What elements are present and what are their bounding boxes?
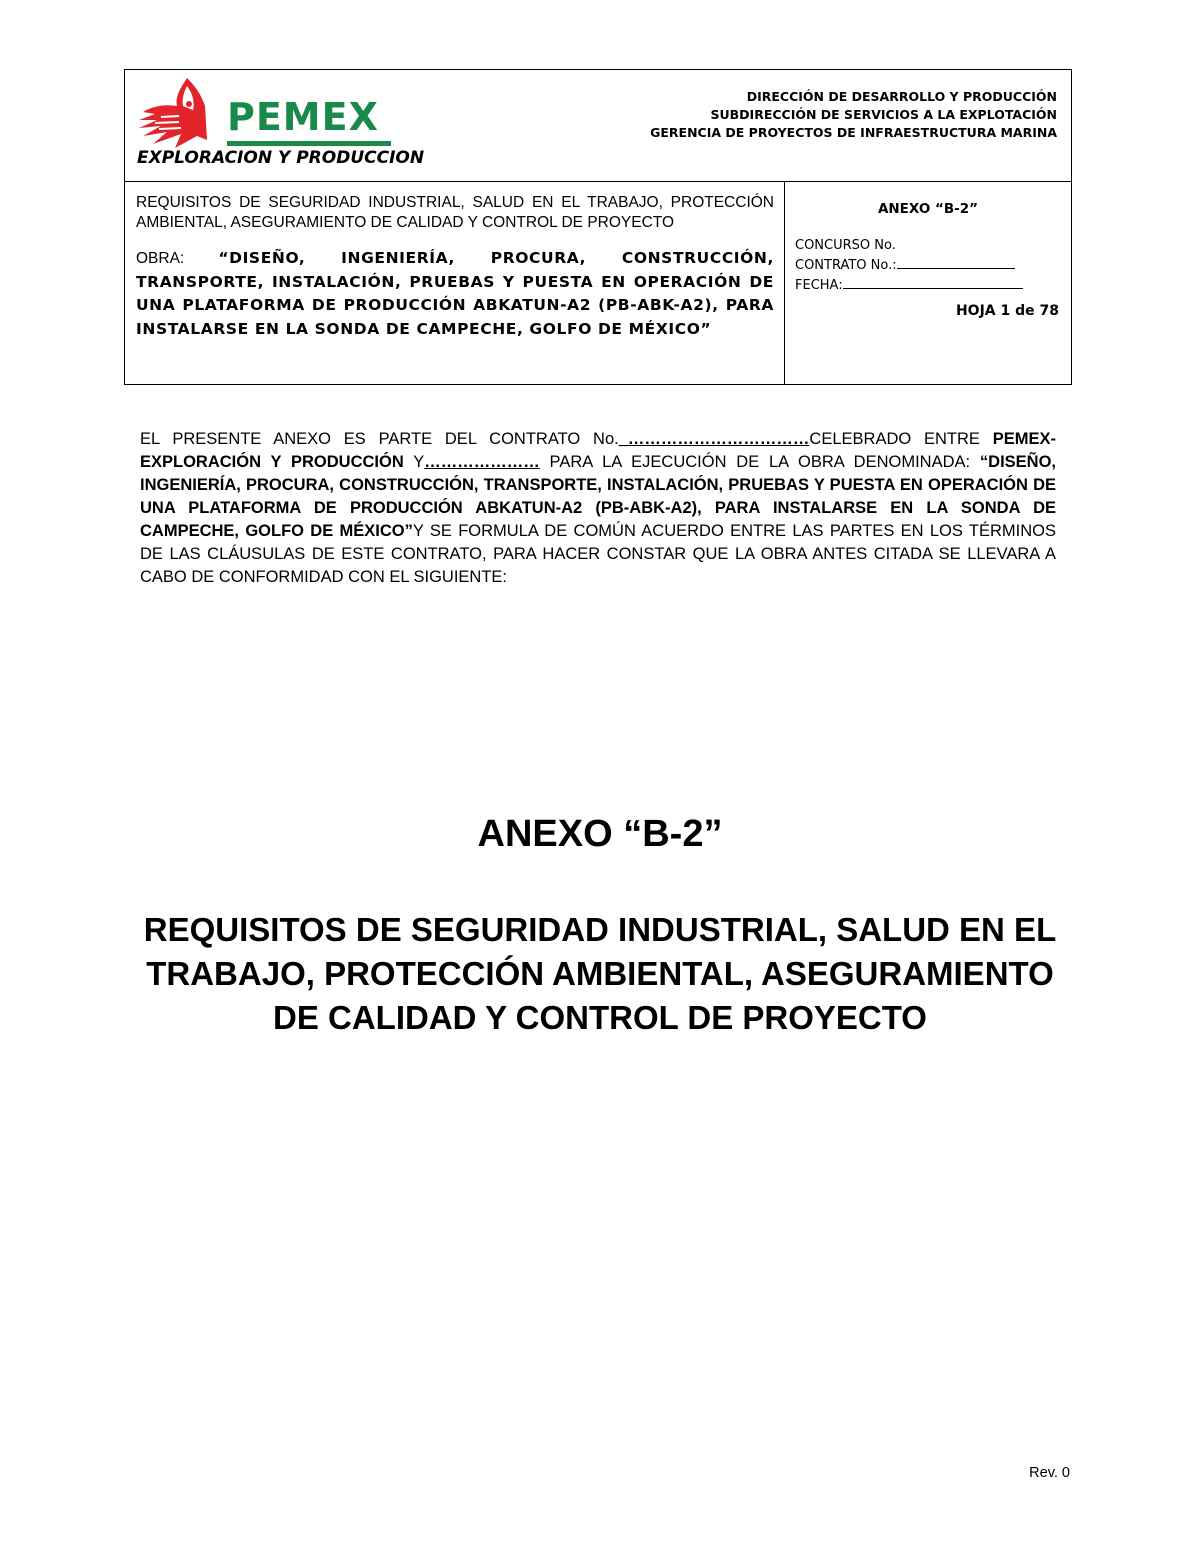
eagle-icon bbox=[135, 76, 225, 151]
header-right-cell bbox=[785, 181, 1071, 384]
obra-text: “DISEÑO, INGENIERÍA, PROCURA, CONSTRUCCIÓN, TRANSPORTE, INSTALACIÓN, PRUEBAS Y PUESTA EN OPERACIÓN DE UNA PLATAFORMA DE PRODUCCIÓN ABKATUN-A2 (PB-ABK-A2), PARA INSTALARSE EN LA SONDA DE CAMPECHE, GOLFO DE MÉXICO” bbox=[136, 249, 774, 338]
concurso-label: CONCURSO No. bbox=[795, 238, 896, 253]
organization-lines bbox=[650, 88, 1057, 142]
fecha-label: FECHA: bbox=[795, 278, 843, 293]
intro-obra-name: “DISEÑO, INGENIERÍA, PROCURA, CONSTRUCCIÓN, TRANSPORTE, INSTALACIÓN, PRUEBAS Y PUESTA EN OPERACIÓN DE UNA PLATAFORMA DE PRODUCCIÓN ABKATUN-A2 (PB-ABK-A2), PARA INSTALARSE EN LA SONDA DE CAMPECHE, GOLFO DE MÉXICO” bbox=[140, 453, 1057, 540]
header-left-cell bbox=[125, 181, 785, 384]
anexo-title: ANEXO “B-2” bbox=[477, 813, 723, 855]
logo-wordmark: PEMEX bbox=[227, 95, 379, 139]
intro-party: PEMEX-EXPLORACIÓN Y PRODUCCIÓN bbox=[140, 430, 1057, 471]
contrato-blank bbox=[897, 255, 1015, 269]
fecha-field bbox=[795, 275, 1023, 295]
fecha-blank bbox=[843, 275, 1023, 289]
revision-label: Rev. 0 bbox=[1029, 1465, 1070, 1481]
org-line: DIRECCIÓN DE DESARROLLO Y PRODUCCIÓN bbox=[746, 89, 1057, 104]
intro-text: Y bbox=[403, 453, 425, 471]
requirements-title: REQUISITOS DE SEGURIDAD INDUSTRIAL, SALUD EN EL TRABAJO, PROTECCIÓN AMBIENTAL, ASEGURAMIENTO DE CALIDAD Y CONTROL DE PROYECTO bbox=[136, 194, 774, 231]
logo-subtitle: EXPLORACION Y PRODUCCION bbox=[137, 148, 425, 168]
obra-label: OBRA: bbox=[136, 250, 219, 267]
obra-description bbox=[136, 247, 774, 341]
contrato-label: CONTRATO No.: bbox=[795, 258, 897, 273]
intro-text: PARA LA EJECUCIÓN DE LA OBRA DENOMINADA: bbox=[539, 453, 980, 471]
concurso-field bbox=[795, 237, 1023, 255]
pemex-logo bbox=[135, 76, 425, 176]
intro-paragraph bbox=[140, 428, 1056, 589]
contract-number-blank: _…………………………… bbox=[618, 430, 810, 448]
header-bottom-row bbox=[125, 181, 1071, 384]
header-top-row bbox=[125, 70, 1071, 182]
contrato-field bbox=[795, 255, 1023, 275]
org-line: GERENCIA DE PROYECTOS DE INFRAESTRUCTURA MARINA bbox=[650, 125, 1057, 140]
contractor-blank: ………………… bbox=[424, 453, 540, 471]
intro-text: Y SE FORMULA DE COMÚN ACUERDO ENTRE LAS PARTES EN LOS TÉRMINOS DE LAS CLÁUSULAS DE ESTE CONTRATO, PARA HACER CONSTAR QUE LA OBRA ANTES CITADA SE LLEVARA A CABO DE CONFORMIDAD CON EL SIGUIENTE: bbox=[140, 522, 1056, 586]
header-table bbox=[124, 69, 1072, 385]
document-title: REQUISITOS DE SEGURIDAD INDUSTRIAL, SALUD EN EL TRABAJO, PROTECCIÓN AMBIENTAL, ASEGURAMIENTO DE CALIDAD Y CONTROL DE PROYECTO bbox=[143, 911, 1057, 1036]
anexo-label: ANEXO “B-2” bbox=[877, 201, 979, 217]
intro-text: CELEBRADO ENTRE bbox=[809, 430, 993, 448]
logo-underline bbox=[227, 141, 391, 146]
intro-text: EL PRESENTE ANEXO ES PARTE DEL CONTRATO No. bbox=[140, 430, 619, 448]
page-count: HOJA 1 de 78 bbox=[955, 303, 1059, 319]
org-line: SUBDIRECCIÓN DE SERVICIOS A LA EXPLOTACIÓN bbox=[710, 107, 1057, 122]
contract-fields bbox=[795, 237, 1023, 295]
